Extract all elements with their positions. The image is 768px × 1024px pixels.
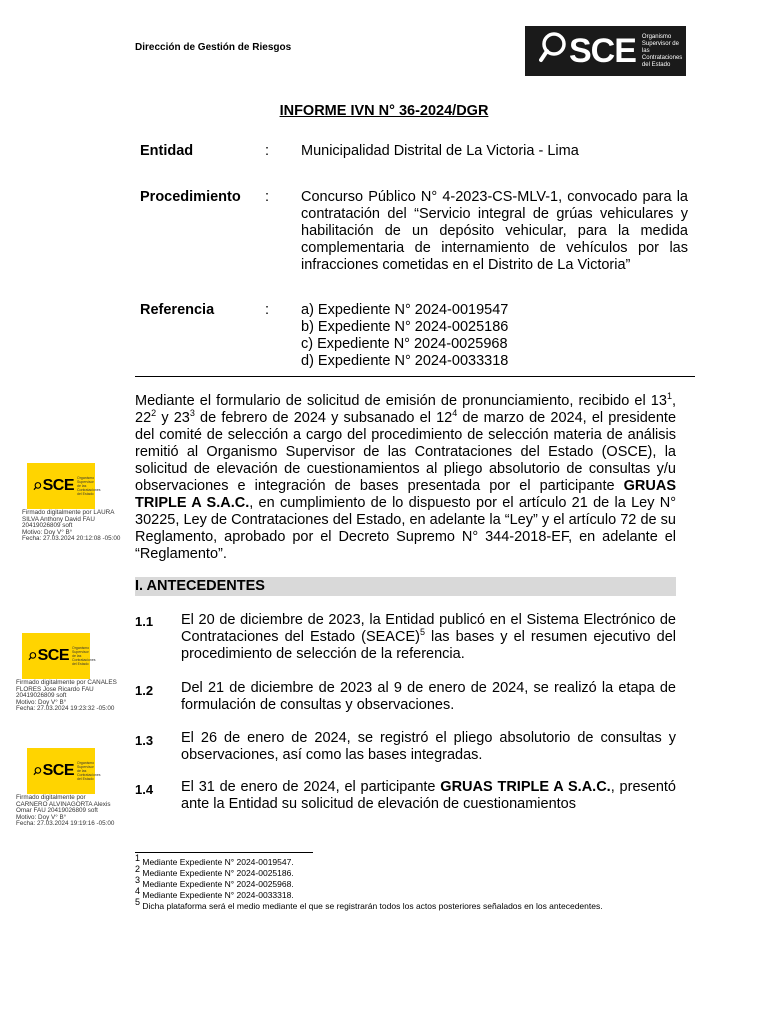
item-text: las bases y el resumen ejecutivo del procedimiento de selección de la referencia. [181,629,676,662]
item-number: 1.1 [135,614,154,629]
footnote [135,897,676,912]
procedimiento-label: Procedimiento [140,189,241,205]
footnote-number: 5 [135,897,141,908]
divider [135,376,695,377]
entidad-colon: : [265,143,270,159]
participant-name: GRUAS TRIPLE A S.A.C. [440,779,611,795]
sig-line: Motivo: Doy V° B° [16,813,67,821]
item-number: 1.3 [135,733,154,748]
footnote-ref: 4 [452,408,458,419]
footnote-text: Dicha plataforma será el medio mediante el que se registrarán todos los actos posteriores señalados en los antecedentes. [140,901,603,911]
procedimiento-colon: : [265,189,270,205]
footnote-text: Mediante Expediente N° 2024-0019547. [140,857,294,867]
sig-line: CARNERO ALVINAGORTA Alexis [16,800,111,808]
footnote-rule [135,852,313,853]
sig-line: 20419026809 soft [16,692,67,700]
referencia-item: a) Expediente N° 2024-0019547 [301,302,509,318]
antecedente-item [181,779,676,813]
footnote [135,875,676,890]
referencia-colon: : [265,302,270,318]
sig-line: 20419026809 soft [22,522,73,530]
stamp-logo: SCE [42,477,74,494]
signature-info [16,795,126,828]
referencia-item: b) Expediente N° 2024-0025186 [301,319,509,335]
footnote-number: 4 [135,886,141,897]
stamp-logo: SCE [37,647,69,664]
sig-line: SILVA Anthony David FAU [22,515,95,523]
footnote-text: Mediante Expediente N° 2024-0025186. [140,868,294,878]
magnifier-icon [33,764,42,778]
stamp-subtitle: Organismo Supervisor de las Contrataciones del Estado [72,646,96,666]
footnote [135,853,676,868]
logo-o-magnifier-icon [539,31,569,72]
intro-text: de febrero de 2024 y subsanado el 12 [194,410,453,426]
sig-line: Fecha: 27.03.2024 19:19:16 -05:00 [16,820,115,828]
entidad-label: Entidad [140,143,194,159]
intro-text: y 23 [156,410,190,426]
footnote-number: 2 [135,864,141,875]
footnote [135,864,676,879]
antecedente-item: Del 21 de diciembre de 2023 al 9 de enero de 2024, se realizó la etapa de formulación de consultas y observaciones. [181,680,676,713]
sig-line: Firmado digitalmente por LAURA [22,509,115,516]
signature-stamp [22,633,96,679]
referencia-list [301,302,688,370]
referencia-label: Referencia [140,302,215,318]
item-text: El 31 de enero de 2024, el participante [181,779,441,795]
section-heading: I. ANTECEDENTES [135,577,676,596]
sig-line: Fecha: 27.03.2024 20:12:08 -05:00 [22,535,121,543]
item-text: El 20 de diciembre de 2023, la Entidad publicó en el Sistema Electrónico de Contrataciones del Estado (SEACE) [181,612,676,645]
footnotes [135,853,676,912]
footnote-text: Mediante Expediente N° 2024-0033318. [140,890,294,900]
stamp-logo: SCE [42,762,74,779]
intro-text: de marzo de 2024, el presidente del comité de selección a cargo del procedimiento de selección materia de análisis remitió al Organismo Supervisor de las Contrataciones del Estado (OSCE), la solicitud de elevación de cuestionamientos al pliego absolutorio de consultas y/u observaciones e integración de bases presentada por el participante [135,410,677,494]
footnote-ref: 1 [666,391,672,402]
footnote-text: Mediante Expediente N° 2024-0025968. [140,879,294,889]
item-number: 1.2 [135,683,154,698]
sig-line: FLORES Jose Ricardo FAU [16,685,94,693]
footnote-ref: 2 [151,408,157,419]
antecedente-item [181,612,676,663]
logo-subtitle: Organismo Supervisor de las Contrataciones del Estado [641,33,683,68]
footnote-number: 1 [135,853,141,864]
signature-stamp [27,748,101,794]
sig-line: Motivo: Doy V° B° [16,698,67,706]
osce-logo [525,26,686,76]
signature-stamp [27,463,101,509]
referencia-item: c) Expediente N° 2024-0025968 [301,336,508,352]
intro-paragraph [135,393,676,563]
footnote-number: 3 [135,875,141,886]
logo-sce: SCE [569,31,636,70]
item-text: , presentó ante la Entidad su solicitud de elevación de cuestionamientos [181,779,676,812]
sig-line: Firmado digitalmente por CANALES [16,679,117,686]
sig-line: Omar FAU 20419026809 soft [16,807,98,815]
magnifier-icon [28,649,37,663]
sig-line: Motivo: Doy V° B° [22,528,73,536]
sig-line: Firmado digitalmente por [16,794,86,801]
intro-text: Mediante el formulario de solicitud de emisión de pronunciamiento, recibido el 13 [135,393,667,409]
intro-text: , 22 [135,393,676,426]
referencia-item: d) Expediente N° 2024-0033318 [301,353,509,369]
sig-line: Fecha: 27.03.2024 19:23:32 -05:00 [16,705,115,713]
stamp-subtitle: Organismo Supervisor de las Contrataciones del Estado [77,761,101,781]
procedimiento-value: Concurso Público N° 4-2023-CS-MLV-1, convocado para la contratación del “Servicio integral de grúas vehiculares y habilitación de un depósito vehicular, para la medida complementaria de internamiento de vehículos por las infracciones cometidas en el Distrito de La Victoria” [301,189,688,273]
report-title: INFORME IVN N° 36-2024/DGR [279,103,489,119]
antecedente-item: El 26 de enero de 2024, se registró el pliego absolutorio de consultas y observaciones, así como las bases integradas. [181,730,676,763]
item-number: 1.4 [135,782,154,797]
department-name: Dirección de Gestión de Riesgos [135,42,292,53]
footnote-ref: 3 [189,408,195,419]
stamp-subtitle: Organismo Supervisor de las Contrataciones del Estado [77,476,101,496]
intro-text: , en cumplimiento de lo dispuesto por el artículo 21 de la Ley N° 30225, Ley de Contrataciones del Estado, en adelante la “Ley” y el artículo 72 de su Reglamento, aprobado por el Decreto Supremo N° 344-2018-EF, en adelante el “Reglamento”. [135,495,676,562]
participant-name: GRUAS TRIPLE A S.A.C. [135,478,676,511]
entidad-value: Municipalidad Distrital de La Victoria - Lima [301,143,579,159]
signature-info [16,680,126,713]
signature-info [22,510,132,543]
magnifier-icon [33,479,42,493]
footnote [135,886,676,901]
footnote-ref: 5 [419,627,425,638]
